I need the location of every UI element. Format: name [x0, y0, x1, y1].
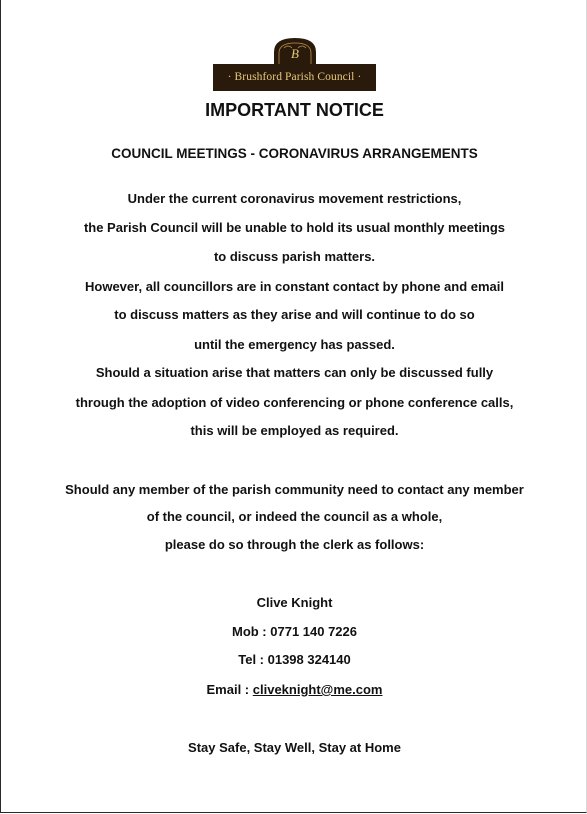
council-emblem-icon: [270, 36, 320, 66]
clerk-name: Clive Knight: [256, 595, 333, 610]
body-line: Should a situation arise that matters can only be discussed fully: [95, 365, 494, 380]
body-line: However, all councillors are in constant contact by phone and email: [85, 279, 504, 294]
svg-text:B: B: [291, 46, 299, 61]
contact-intro-line: please do so through the clerk as follows:: [164, 537, 425, 552]
body-line: until the emergency has passed.: [194, 337, 395, 352]
clerk-mobile: Mob : 0771 140 7226: [231, 624, 358, 639]
body-line: to discuss parish matters.: [213, 249, 376, 264]
body-line: Under the current coronavirus movement restrictions,: [127, 191, 462, 206]
body-line: to discuss matters as they arise and will continue to do so: [114, 307, 475, 322]
notice-title: IMPORTANT NOTICE: [205, 100, 384, 120]
clerk-telephone: Tel : 01398 324140: [238, 652, 351, 667]
contact-intro-line: of the council, or indeed the council as a whole,: [146, 509, 443, 524]
email-link[interactable]: cliveknight@me.com: [252, 682, 383, 697]
notice-subtitle: COUNCIL MEETINGS - CORONAVIRUS ARRANGEMENTS: [111, 146, 478, 161]
council-logo: [213, 36, 376, 92]
body-line: the Parish Council will be unable to hold its usual monthly meetings: [83, 220, 506, 235]
contact-intro-line: Should any member of the parish community need to contact any member: [65, 482, 524, 497]
body-line: through the adoption of video conferencing or phone conference calls,: [75, 395, 514, 410]
body-line: this will be employed as required.: [190, 423, 399, 438]
closing-message: Stay Safe, Stay Well, Stay at Home: [188, 740, 401, 755]
clerk-email-line: [1, 681, 587, 699]
council-name-banner: · Brushford Parish Council ·: [213, 64, 376, 91]
email-label: Email :: [206, 682, 253, 697]
